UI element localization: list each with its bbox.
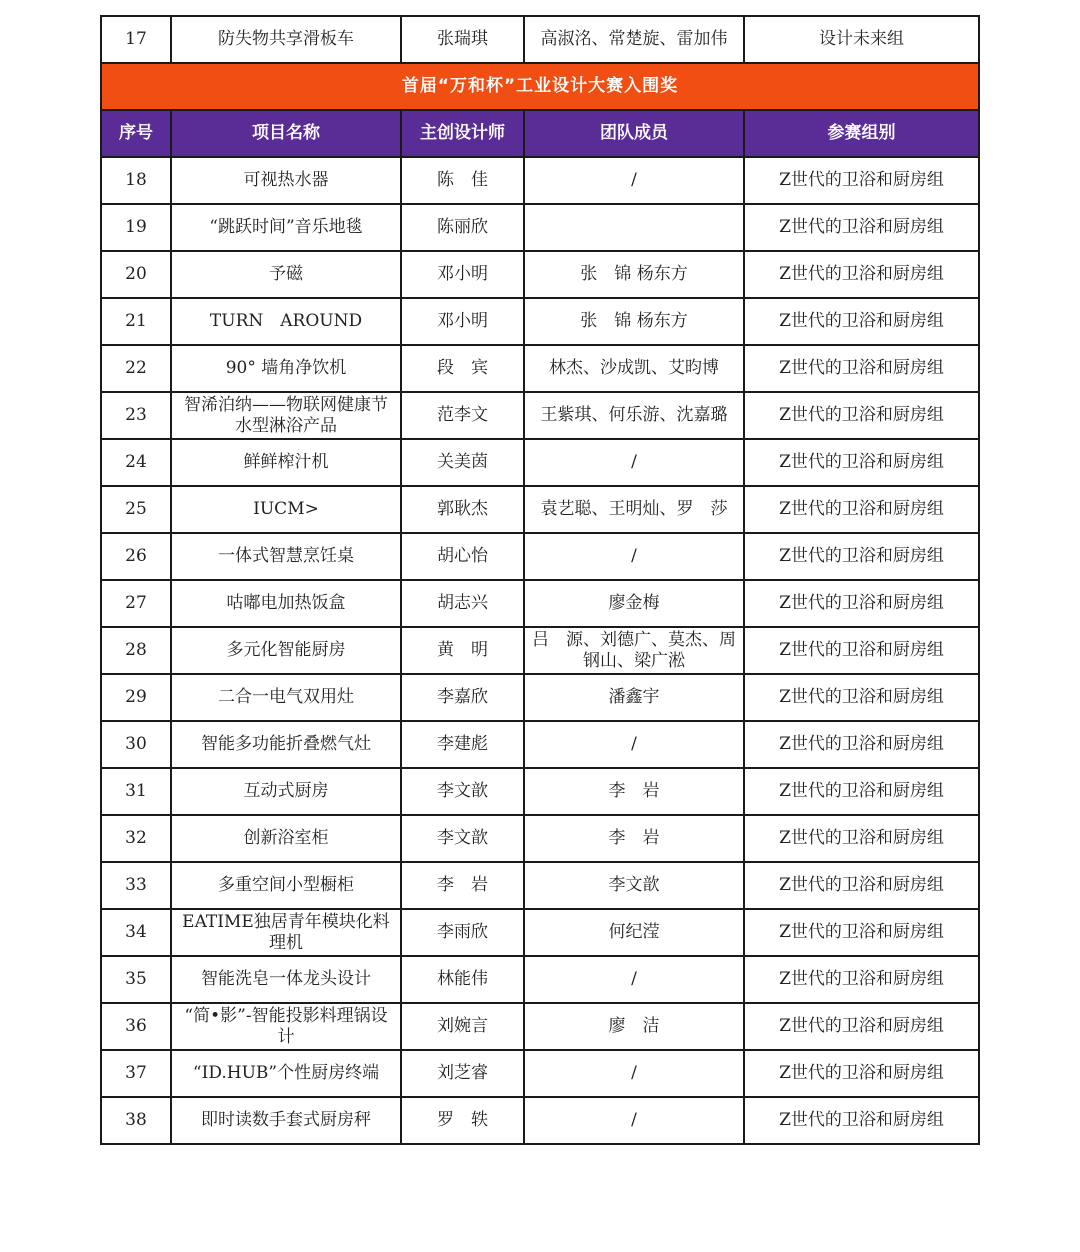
table-row <box>101 298 979 345</box>
cell-team-members: 高淑洺、常楚旋、雷加伟 <box>524 16 744 63</box>
cell-no: 23 <box>101 392 171 439</box>
cell-project-name: TURN AROUND <box>171 298 401 345</box>
cell-team-members: / <box>524 1097 744 1144</box>
cell-project-name: IUCM> <box>171 486 401 533</box>
table-row <box>101 157 979 204</box>
cell-lead-designer: 罗 轶 <box>401 1097 524 1144</box>
cell-lead-designer: 李文歆 <box>401 768 524 815</box>
cell-lead-designer: 陈丽欣 <box>401 204 524 251</box>
cell-team-members: 李文歆 <box>524 862 744 909</box>
cell-no: 24 <box>101 439 171 486</box>
header-team-members: 团队成员 <box>524 110 744 157</box>
header-no: 序号 <box>101 110 171 157</box>
table-row <box>101 674 979 721</box>
cell-no: 37 <box>101 1050 171 1097</box>
table-row <box>101 909 979 956</box>
cell-group: Z世代的卫浴和厨房组 <box>744 721 979 768</box>
table-row <box>101 580 979 627</box>
cell-lead-designer: 关美茵 <box>401 439 524 486</box>
table-row <box>101 721 979 768</box>
cell-group: Z世代的卫浴和厨房组 <box>744 345 979 392</box>
cell-no: 31 <box>101 768 171 815</box>
cell-group: Z世代的卫浴和厨房组 <box>744 439 979 486</box>
cell-team-members: 何纪滢 <box>524 909 744 956</box>
cell-team-members: / <box>524 157 744 204</box>
cell-project-name: 鲜鲜榨汁机 <box>171 439 401 486</box>
table-row <box>101 439 979 486</box>
cell-group: Z世代的卫浴和厨房组 <box>744 580 979 627</box>
header-group: 参赛组别 <box>744 110 979 157</box>
cell-lead-designer: 刘芝睿 <box>401 1050 524 1097</box>
cell-no: 34 <box>101 909 171 956</box>
cell-project-name: 可视热水器 <box>171 157 401 204</box>
cell-group: Z世代的卫浴和厨房组 <box>744 956 979 1003</box>
cell-no: 21 <box>101 298 171 345</box>
cell-team-members: / <box>524 956 744 1003</box>
cell-lead-designer: 胡志兴 <box>401 580 524 627</box>
table-header-row <box>101 110 979 157</box>
cell-team-members: 廖金梅 <box>524 580 744 627</box>
cell-group: Z世代的卫浴和厨房组 <box>744 909 979 956</box>
cell-group: Z世代的卫浴和厨房组 <box>744 1050 979 1097</box>
table-row <box>101 533 979 580</box>
cell-group: Z世代的卫浴和厨房组 <box>744 204 979 251</box>
cell-team-members: 李 岩 <box>524 815 744 862</box>
table-row <box>101 1097 979 1144</box>
cell-project-name: “简•影”-智能投影料理锅设计 <box>171 1003 401 1050</box>
cell-no: 17 <box>101 16 171 63</box>
cell-lead-designer: 郭耿杰 <box>401 486 524 533</box>
cell-lead-designer: 张瑞琪 <box>401 16 524 63</box>
table-row <box>101 815 979 862</box>
cell-no: 33 <box>101 862 171 909</box>
table-row <box>101 862 979 909</box>
cell-lead-designer: 林能伟 <box>401 956 524 1003</box>
cell-project-name: 互动式厨房 <box>171 768 401 815</box>
cell-group: Z世代的卫浴和厨房组 <box>744 862 979 909</box>
table-row <box>101 1003 979 1050</box>
cell-project-name: 创新浴室柜 <box>171 815 401 862</box>
cell-lead-designer: 邓小明 <box>401 298 524 345</box>
table-row-top <box>101 16 979 63</box>
cell-team-members: / <box>524 533 744 580</box>
cell-team-members: 张 锦 杨东方 <box>524 298 744 345</box>
cell-lead-designer: 刘婉言 <box>401 1003 524 1050</box>
cell-group: Z世代的卫浴和厨房组 <box>744 815 979 862</box>
cell-project-name: 予磁 <box>171 251 401 298</box>
cell-lead-designer: 李嘉欣 <box>401 674 524 721</box>
table-row <box>101 392 979 439</box>
cell-team-members: / <box>524 721 744 768</box>
cell-project-name: EATIME独居青年模块化料理机 <box>171 909 401 956</box>
cell-project-name: 一体式智慧烹饪桌 <box>171 533 401 580</box>
cell-project-name: 智能多功能折叠燃气灶 <box>171 721 401 768</box>
cell-no: 29 <box>101 674 171 721</box>
cell-no: 28 <box>101 627 171 674</box>
cell-group: Z世代的卫浴和厨房组 <box>744 157 979 204</box>
award-banner-row <box>101 63 979 110</box>
cell-project-name: 多重空间小型橱柜 <box>171 862 401 909</box>
cell-group: Z世代的卫浴和厨房组 <box>744 1003 979 1050</box>
cell-no: 26 <box>101 533 171 580</box>
cell-group: Z世代的卫浴和厨房组 <box>744 627 979 674</box>
cell-group: Z世代的卫浴和厨房组 <box>744 768 979 815</box>
cell-no: 27 <box>101 580 171 627</box>
cell-project-name: 防失物共享滑板车 <box>171 16 401 63</box>
table-row <box>101 345 979 392</box>
cell-group: Z世代的卫浴和厨房组 <box>744 533 979 580</box>
cell-no: 38 <box>101 1097 171 1144</box>
cell-group: Z世代的卫浴和厨房组 <box>744 486 979 533</box>
cell-lead-designer: 黄 明 <box>401 627 524 674</box>
cell-project-name: 智浠泊纳——物联网健康节水型淋浴产品 <box>171 392 401 439</box>
cell-group: 设计未来组 <box>744 16 979 63</box>
cell-team-members: / <box>524 439 744 486</box>
cell-project-name: “跳跃时间”音乐地毯 <box>171 204 401 251</box>
cell-no: 20 <box>101 251 171 298</box>
cell-no: 30 <box>101 721 171 768</box>
cell-project-name: 智能洗皂一体龙头设计 <box>171 956 401 1003</box>
cell-lead-designer: 李建彪 <box>401 721 524 768</box>
table-row <box>101 204 979 251</box>
cell-team-members: 潘鑫宇 <box>524 674 744 721</box>
cell-no: 25 <box>101 486 171 533</box>
cell-no: 19 <box>101 204 171 251</box>
header-project-name: 项目名称 <box>171 110 401 157</box>
cell-no: 22 <box>101 345 171 392</box>
table-row <box>101 251 979 298</box>
cell-group: Z世代的卫浴和厨房组 <box>744 298 979 345</box>
cell-no: 18 <box>101 157 171 204</box>
cell-team-members: 吕 源、刘德广、莫杰、周钢山、梁广淞 <box>524 627 744 674</box>
cell-lead-designer: 邓小明 <box>401 251 524 298</box>
cell-project-name: 即时读数手套式厨房秤 <box>171 1097 401 1144</box>
table-row <box>101 627 979 674</box>
cell-group: Z世代的卫浴和厨房组 <box>744 1097 979 1144</box>
cell-lead-designer: 胡心怡 <box>401 533 524 580</box>
table-row <box>101 768 979 815</box>
cell-group: Z世代的卫浴和厨房组 <box>744 392 979 439</box>
cell-team-members: 廖 洁 <box>524 1003 744 1050</box>
cell-project-name: 多元化智能厨房 <box>171 627 401 674</box>
cell-team-members: 李 岩 <box>524 768 744 815</box>
cell-no: 35 <box>101 956 171 1003</box>
header-lead-designer: 主创设计师 <box>401 110 524 157</box>
cell-no: 32 <box>101 815 171 862</box>
cell-project-name: 咕嘟电加热饭盒 <box>171 580 401 627</box>
cell-team-members: 袁艺聪、王明灿、罗 莎 <box>524 486 744 533</box>
cell-team-members: / <box>524 1050 744 1097</box>
cell-project-name: “ID.HUB”个性厨房终端 <box>171 1050 401 1097</box>
award-banner-title: 首届“万和杯”工业设计大赛入围奖 <box>101 63 979 110</box>
cell-group: Z世代的卫浴和厨房组 <box>744 674 979 721</box>
cell-lead-designer: 李文歆 <box>401 815 524 862</box>
cell-lead-designer: 段 宾 <box>401 345 524 392</box>
table-row <box>101 1050 979 1097</box>
cell-lead-designer: 陈 佳 <box>401 157 524 204</box>
table-row <box>101 956 979 1003</box>
cell-group: Z世代的卫浴和厨房组 <box>744 251 979 298</box>
cell-team-members <box>524 204 744 251</box>
cell-project-name: 90° 墙角净饮机 <box>171 345 401 392</box>
cell-team-members: 王紫琪、何乐游、沈嘉璐 <box>524 392 744 439</box>
cell-lead-designer: 李 岩 <box>401 862 524 909</box>
cell-team-members: 张 锦 杨东方 <box>524 251 744 298</box>
awards-table-body <box>101 16 979 1144</box>
cell-lead-designer: 李雨欣 <box>401 909 524 956</box>
awards-table <box>100 15 980 1145</box>
cell-project-name: 二合一电气双用灶 <box>171 674 401 721</box>
cell-lead-designer: 范李文 <box>401 392 524 439</box>
cell-team-members: 林杰、沙成凯、艾昀博 <box>524 345 744 392</box>
cell-no: 36 <box>101 1003 171 1050</box>
table-row <box>101 486 979 533</box>
